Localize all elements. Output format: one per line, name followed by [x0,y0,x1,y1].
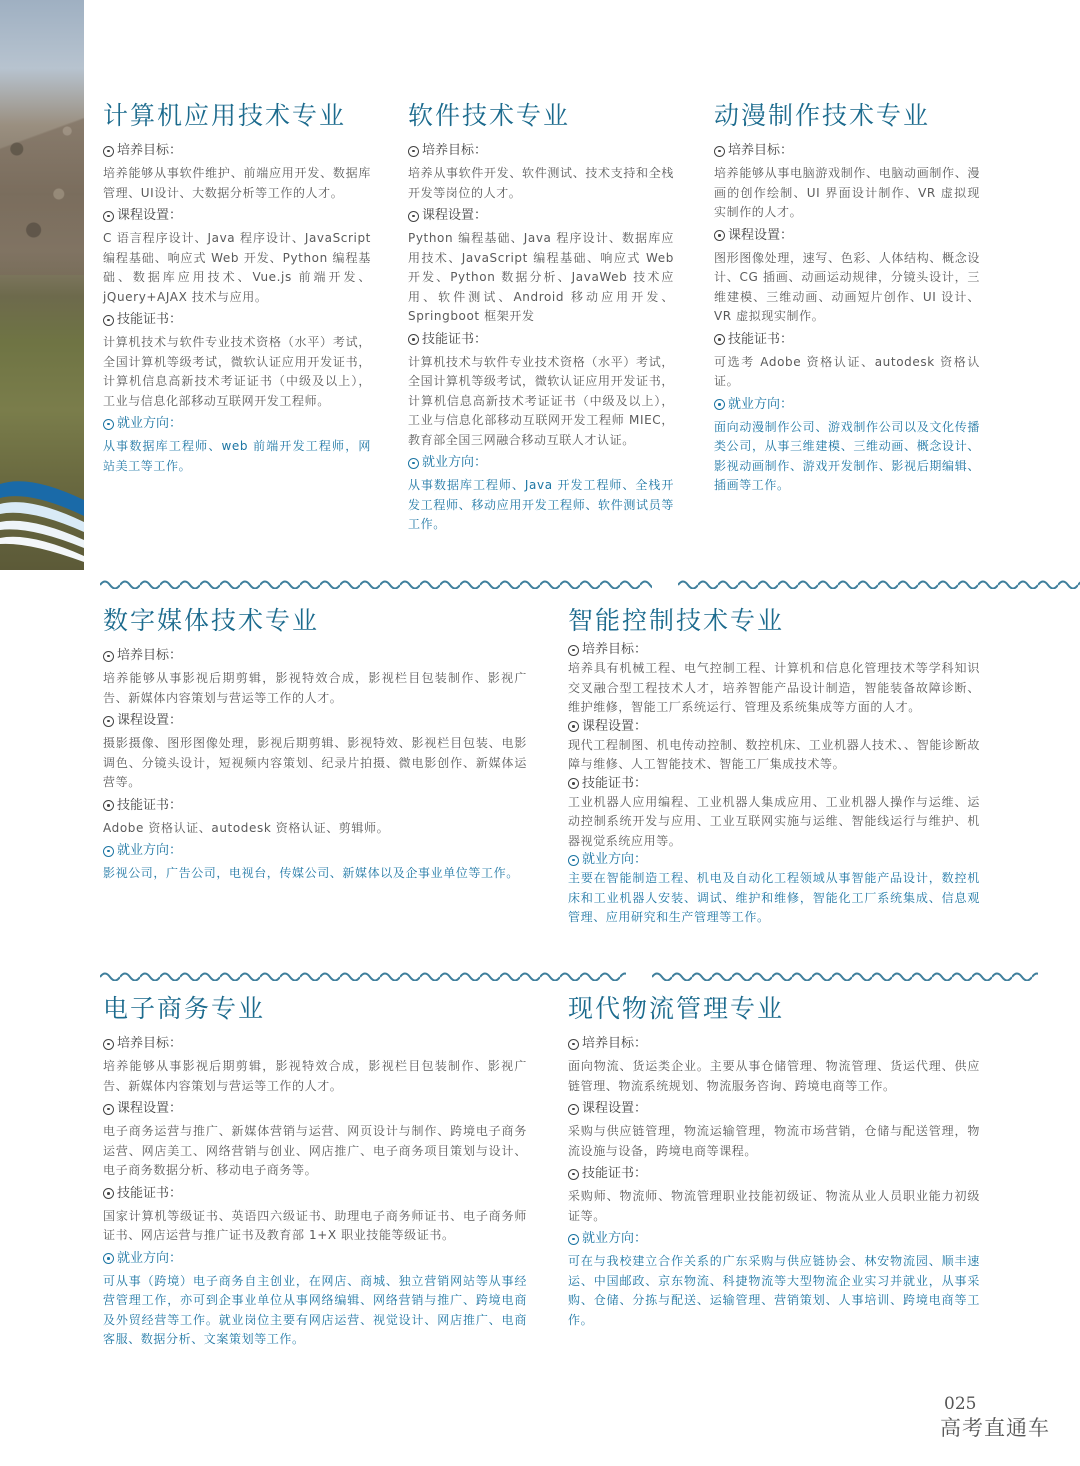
wave-divider [100,577,652,589]
circle-bullet-icon [568,1234,579,1245]
courses-text: Python 编程基础、Java 程序设计、数据库应用技术、JavaScript 编程基础、响应式 Web 开发、Python 数据分析、JavaWeb 技术应用、软件测试、Android 移动应用开发、Springboot 框架开发 [408,231,674,323]
jobs-heading: 就业方向： [103,842,527,860]
major-section-animation [714,100,980,500]
watermark-text: 高考直通车 [940,1416,1050,1440]
certs-heading: 技能证书： [103,311,371,329]
certs-heading: 技能证书： [714,331,980,349]
goal-heading: 培养目标： [103,1035,527,1053]
major-title: 计算机应用技术专业 [103,101,347,130]
jobs-text: 可在与我校建立合作关系的广东采购与供应链协会、林安物流园、顺丰速运、中国邮政、京东物流、科捷物流等大型物流企业实习并就业，从事采购、仓储、分拣与配送、运输管理、营销策划、人事培训、跨境电商等工作。 [568,1254,980,1327]
jobs-text: 从事数据库工程师、web 前端开发工程师，网站美工等工作。 [103,439,371,473]
jobs-heading: 就业方向： [568,1230,980,1248]
goal-text: 培养从事软件开发、软件测试、技术支持和全栈开发等岗位的人才。 [408,166,674,200]
courses-heading: 课程设置： [103,712,527,730]
circle-bullet-icon [408,334,419,345]
certs-heading: 技能证书： [568,775,980,793]
major-title: 数字媒体技术专业 [103,606,320,635]
page-number: 025 [944,1394,977,1414]
courses-text: 摄影摄像、图形图像处理，影视后期剪辑、影视特效、影视栏目包装、电影调色、分镜头设计，短视频内容策划、纪录片拍摄、微电影创作、新媒体运营等。 [103,736,527,789]
circle-bullet-icon [568,855,579,866]
certs-heading: 技能证书： [568,1165,980,1183]
circle-bullet-icon [568,1104,579,1115]
certs-heading: 技能证书： [103,797,527,815]
certs-heading: 技能证书： [408,331,674,349]
circle-bullet-icon [103,651,114,662]
goal-heading: 培养目标： [103,142,371,160]
major-section-intelligent-control [568,605,980,932]
circle-bullet-icon [103,800,114,811]
major-section-digital-media [103,605,527,888]
circle-bullet-icon [103,211,114,222]
courses-heading: 课程设置： [568,1100,980,1118]
goal-heading: 培养目标： [103,647,527,665]
circle-bullet-icon [103,1253,114,1264]
circle-bullet-icon [103,1104,114,1115]
certs-text: 工业机器人应用编程、工业机器人集成应用、工业机器人操作与运维、运动控制系统开发与应用、工业互联网实施与运维、智能线运行与维护、机器视觉系统应用等。 [568,794,980,848]
goal-text: 面向物流、货运类企业。主要从事仓储管理、物流管理、货运代理、供应链管理、物流系统规划、物流服务咨询、跨境电商等工作。 [568,1059,980,1093]
circle-bullet-icon [714,230,725,241]
jobs-text: 主要在智能制造工程、机电及自动化工程领域从事智能产品设计，数控机床和工业机器人安装、调试、维护和维修，智能化工厂系统集成、信息观管理、应用研究和生产管理等工作。 [568,871,980,924]
circle-bullet-icon [714,399,725,410]
major-section-computer-application [103,100,371,480]
major-section-ecommerce [103,993,527,1354]
courses-text: 电子商务运营与推广、新媒体营销与运营、网页设计与制作、跨境电子商务运营、网店美工、网络营销与创业、网店推广、电子商务项目策划与设计、电子商务数据分析、移动电子商务等。 [103,1124,527,1177]
major-title: 电子商务专业 [103,994,266,1023]
goal-heading: 培养目标： [568,1035,980,1053]
jobs-heading: 就业方向： [568,851,980,869]
courses-text: C 语言程序设计、Java 程序设计、JavaScript 编程基础、响应式 Web 开发、Python 编程基础、数据库应用技术、Vue.js 前端开发、jQuery+AJAX 技术与应用。 [103,231,371,304]
circle-bullet-icon [714,334,725,345]
circle-bullet-icon [103,1188,114,1199]
circle-bullet-icon [103,846,114,857]
circle-bullet-icon [103,716,114,727]
circle-bullet-icon [568,645,579,656]
goal-text: 培养能够从事电脑游戏制作、电脑动画制作、漫画的创作绘制、UI 界面设计制作、VR 虚拟现实制作的人才。 [714,166,980,219]
certs-text: 计算机技术与软件专业技术资格（水平）考试，全国计算机等级考试，微软认证应用开发证书，计算机信息高新技术考证证书（中级及以上），工业与信息化部移动互联网开发工程师 MIEC，教育部全国三网融合移动互联人才认证。 [408,354,674,447]
circle-bullet-icon [568,778,579,789]
circle-bullet-icon [568,721,579,732]
goal-text: 培养能够从事软件维护、前端应用开发、数据库管理、UI设计、大数据分析等工作的人才。 [103,166,371,200]
circle-bullet-icon [103,315,114,326]
courses-heading: 课程设置： [568,718,980,736]
certs-text: 国家计算机等级证书、英语四六级证书、助理电子商务师证书、电子商务师证书、网店运营与推广证书及教育部 1+X 职业技能等级证书。 [103,1208,527,1242]
certs-text: Adobe 资格认证、autodesk 资格认证、剪辑师。 [103,820,390,835]
certs-heading: 技能证书： [103,1185,527,1203]
jobs-heading: 就业方向： [103,415,371,433]
circle-bullet-icon [408,211,419,222]
goal-text: 培养能够从事影视后期剪辑，影视特效合成，影视栏目包装制作、影视广告、新媒体内容策划与营运等工作的人才。 [103,671,527,705]
jobs-heading: 就业方向： [408,454,674,472]
jobs-heading: 就业方向： [103,1250,527,1268]
rock-texture [0,95,84,275]
courses-heading: 课程设置： [408,207,674,225]
jobs-text: 影视公司，广告公司，电视台，传媒公司、新媒体以及企事业单位等工作。 [103,866,519,880]
decorative-mountain-photo [0,0,84,570]
circle-bullet-icon [714,146,725,157]
courses-text: 图形图像处理，速写、色彩、人体结构、概念设计、CG 插画、动画运动规律，分镜头设计，三维建模、三维动画、动画短片创作、UI 设计、VR 虚拟现实制作。 [714,250,980,323]
goal-heading: 培养目标： [408,142,674,160]
jobs-text: 可从事（跨境）电子商务自主创业，在网店、商城、独立营销网站等从事经营管理工作，亦可到企事业单位从事网络编辑、网络营销与推广、跨境电商及外贸经营等工作。就业岗位主要有网店运营、视觉设计、网店推广、电商客服、数据分析、文案策划等工作。 [103,1273,527,1346]
major-title: 动漫制作技术专业 [714,101,931,130]
wave-divider [100,969,626,981]
circle-bullet-icon [103,419,114,430]
goal-text: 培养能够从事影视后期剪辑，影视特效合成，影视栏目包装制作、影视广告、新媒体内容策划与营运等工作的人才。 [103,1059,527,1093]
goal-text: 培养具有机械工程、电气控制工程、计算机和信息化管理技术等学科知识交叉融合型工程技术人才，培养智能产品设计制造，智能装备故障诊断、维护维修，智能工厂系统运行、管理及系统集成等方面的人才。 [568,661,980,714]
circle-bullet-icon [568,1169,579,1180]
circle-bullet-icon [103,146,114,157]
courses-heading: 课程设置： [103,207,371,225]
courses-text: 采购与供应链管理，物流运输管理，物流市场营销，仓储与配送管理，物流设施与设备，跨境电商等课程。 [568,1124,980,1158]
certs-text: 可选考 Adobe 资格认证、autodesk 资格认证。 [714,354,980,388]
circle-bullet-icon [568,1039,579,1050]
courses-heading: 课程设置： [103,1100,527,1118]
jobs-text: 面向动漫制作公司、游戏制作公司以及文化传播类公司，从事三维建模、三维动画、概念设计、影视动画制作、游戏开发制作、影视后期编辑、插画等工作。 [714,419,980,492]
decorative-wave-ribbons [0,470,84,570]
wave-divider [652,969,1038,981]
certs-text: 采购师、物流师、物流管理职业技能初级证、物流从业人员职业能力初级证等。 [568,1189,980,1223]
major-section-logistics [568,993,980,1334]
major-title: 现代物流管理专业 [568,994,785,1023]
circle-bullet-icon [103,1039,114,1050]
goal-heading: 培养目标： [568,641,980,659]
goal-heading: 培养目标： [714,142,980,160]
wave-divider [678,577,1080,589]
circle-bullet-icon [408,458,419,469]
courses-text: 现代工程制图、机电传动控制、数控机床、工业机器人技术、、智能诊断故障与维修、人工智能技术、智能工厂集成技术等。 [568,737,980,771]
circle-bullet-icon [408,146,419,157]
jobs-text: 从事数据库工程师、Java 开发工程师、全栈开发工程师、移动应用开发工程师、软件测试员等工作。 [408,478,674,531]
major-section-software [408,100,674,539]
courses-heading: 课程设置： [714,227,980,245]
major-title: 智能控制技术专业 [568,606,785,635]
certs-text: 计算机技术与软件专业技术资格（水平）考试，全国计算机等级考试，微软认证应用开发证书，计算机信息高新技术考证证书（中级及以上），工业与信息化部移动互联网开发工程师。 [103,335,371,408]
jobs-heading: 就业方向： [714,396,980,414]
major-title: 软件技术专业 [408,101,571,130]
